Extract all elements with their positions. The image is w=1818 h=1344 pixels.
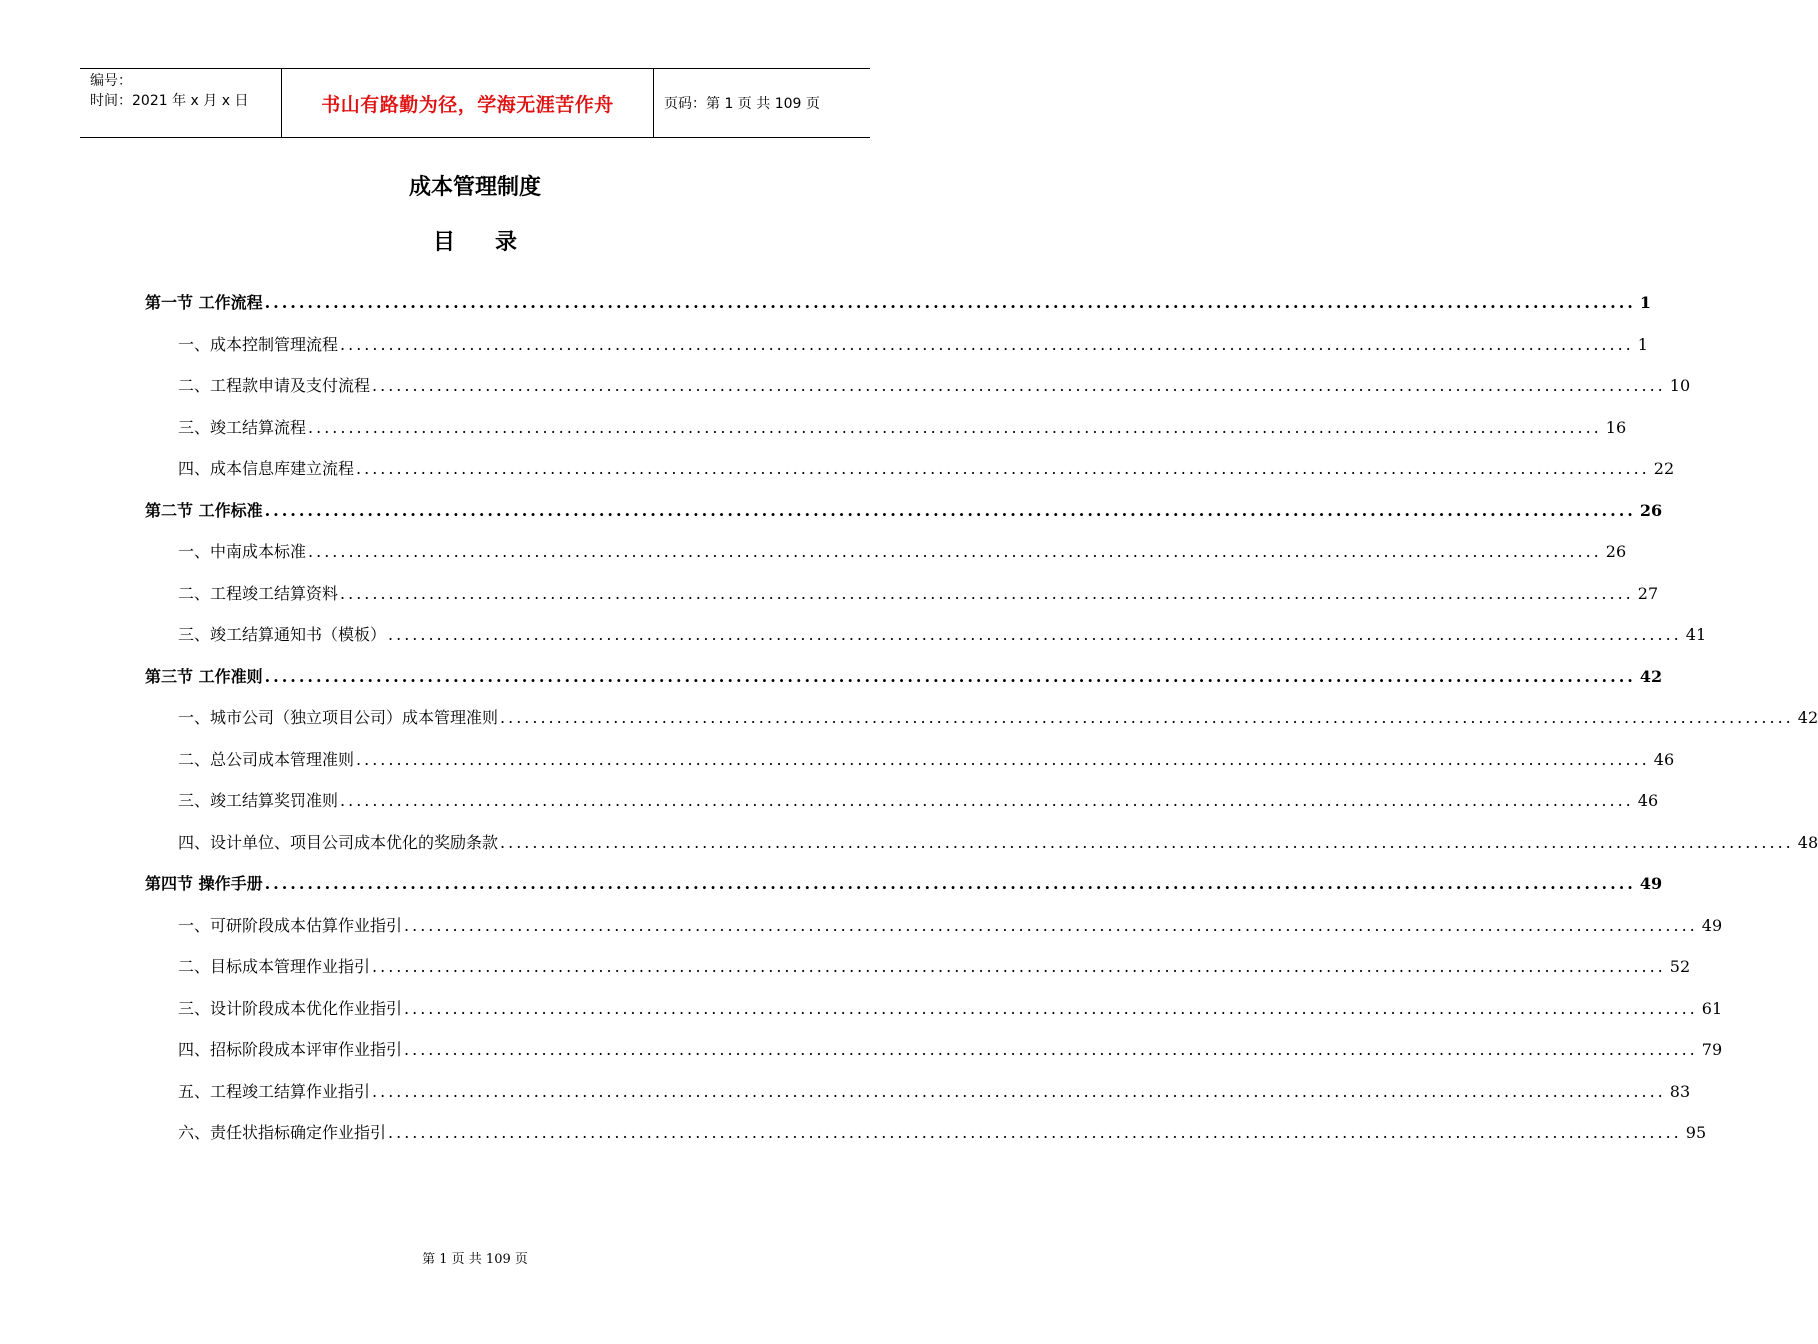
toc-title: 目录 [432,229,557,255]
toc-entry-text: 四、成本信息库建立流程 [178,459,355,478]
toc-item-entry[interactable] [145,614,1707,656]
header-meta [80,69,282,137]
toc-entry-page: 10 [1669,376,1691,395]
toc-item-entry[interactable] [145,697,1818,739]
toc-entry-text: 三、设计阶段成本优化作业指引 [178,998,403,1018]
toc-entry-text: 三、竣工结算通知书（模板） [178,625,387,644]
toc-entry-text: 一、城市公司（独立项目公司）成本管理准则 [178,708,499,727]
toc-leader-dots: ................................................................................................................................................................ [404,1040,1698,1059]
toc-entry-page: 52 [1669,957,1691,976]
toc-leader-dots: ................................................................................................................................................................ [388,1123,1682,1142]
toc-entry-page: 16 [1605,417,1627,437]
toc-entry-text: 一、中南成本标准 [178,542,307,561]
toc-entry-text: 一、可研阶段成本估算作业指引 [178,915,403,935]
toc-item-entry[interactable] [145,946,1691,988]
toc-item-entry[interactable] [145,573,1659,615]
toc-leader-dots: ................................................................................................................................................................ [404,998,1698,1018]
toc-item-entry[interactable] [145,988,1723,1030]
toc-leader-dots: ................................................................................................................................................................ [372,1081,1666,1101]
toc-section-entry[interactable] [145,490,1663,532]
toc-item-entry[interactable] [145,780,1659,822]
toc-entry-text: 第三节 工作准则 [145,666,263,686]
toc-leader-dots: ................................................................................................................................................................ [308,417,1602,437]
toc-entry-text: 第二节 工作标准 [145,500,263,520]
page-footer: 第 1 页 共 109 页 [422,1252,528,1267]
toc-leader-dots: ................................................................................................................................................................ [340,791,1634,810]
toc-section-entry[interactable] [145,863,1663,905]
toc-entry-page: 46 [1637,791,1659,810]
header-page-info: 页码：第 1 页 共 109 页 [664,96,820,112]
toc-entry-page: 42 [1639,666,1663,686]
toc-entry-text: 二、目标成本管理作业指引 [178,957,371,976]
toc-item-entry[interactable] [145,531,1627,573]
toc-item-entry[interactable] [145,1029,1723,1071]
document-title: 成本管理制度 [408,174,541,200]
toc-entry-page: 49 [1701,915,1723,935]
toc-entry-page: 22 [1653,459,1675,478]
toc-entry-page: 1 [1637,334,1648,354]
toc-entry-page: 48 [1797,832,1818,852]
toc-section-entry[interactable] [145,282,1651,324]
toc-entry-text: 二、工程竣工结算资料 [178,583,339,603]
toc-entry-text: 三、竣工结算流程 [178,417,307,437]
toc-item-entry[interactable] [145,1112,1707,1154]
toc-leader-dots: ................................................................................................................................................................ [264,666,1636,686]
toc-item-entry[interactable] [145,365,1691,407]
toc-item-entry[interactable] [145,905,1723,947]
toc-leader-dots: ................................................................................................................................................................ [500,832,1794,852]
toc-entry-text: 二、总公司成本管理准则 [178,749,355,769]
toc-entry-page: 79 [1701,1040,1723,1059]
toc-leader-dots: ................................................................................................................................................................ [264,874,1636,893]
toc-leader-dots: ................................................................................................................................................................ [340,583,1634,603]
toc-entry-text: 四、设计单位、项目公司成本优化的奖励条款 [178,832,499,852]
toc-entry-page: 26 [1605,542,1627,561]
toc-entry-text: 六、责任状指标确定作业指引 [178,1123,387,1142]
toc-section-entry[interactable] [145,656,1663,698]
number-label: 编号： [90,73,132,89]
toc-entry-text: 三、竣工结算奖罚准则 [178,791,339,810]
toc-entry-page: 95 [1685,1123,1707,1142]
toc-entry-page: 46 [1653,749,1675,769]
toc-entry-page: 27 [1637,583,1659,603]
toc-entry-page: 1 [1639,293,1651,312]
toc-entry-text: 二、工程款申请及支付流程 [178,376,371,395]
toc-leader-dots: ................................................................................................................................................................ [388,625,1682,644]
toc-item-entry[interactable] [145,448,1675,490]
toc-item-entry[interactable] [145,324,1648,366]
toc-entry-page: 26 [1639,500,1663,520]
toc-leader-dots: ................................................................................................................................................................ [356,749,1650,769]
toc-leader-dots: ................................................................................................................................................................ [340,334,1634,354]
toc-item-entry[interactable] [145,739,1675,781]
toc-entry-page: 41 [1685,625,1707,644]
page-header [80,68,870,138]
toc-entry-text: 五、工程竣工结算作业指引 [178,1081,371,1101]
toc-leader-dots: ................................................................................................................................................................ [372,957,1666,976]
toc-entry-text: 四、招标阶段成本评审作业指引 [178,1040,403,1059]
toc-entry-text: 第四节 操作手册 [145,874,263,893]
toc-leader-dots: ................................................................................................................................................................ [500,708,1794,727]
toc-entry-page: 42 [1797,708,1818,727]
toc-entry-page: 49 [1639,874,1663,893]
toc-entry-text: 第一节 工作流程 [145,293,263,312]
toc-leader-dots: ................................................................................................................................................................ [372,376,1666,395]
toc-leader-dots: ................................................................................................................................................................ [264,500,1636,520]
toc-leader-dots: ................................................................................................................................................................ [264,293,1636,312]
toc-leader-dots: ................................................................................................................................................................ [356,459,1650,478]
toc-item-entry[interactable] [145,407,1627,449]
toc-leader-dots: ................................................................................................................................................................ [308,542,1602,561]
toc-entry-page: 83 [1669,1081,1691,1101]
header-motto: 书山有路勤为径，学海无涯苦作舟 [282,69,654,137]
toc-leader-dots: ................................................................................................................................................................ [404,915,1698,935]
toc-item-entry[interactable] [145,1071,1691,1113]
table-of-contents [145,282,1818,1154]
toc-entry-page: 61 [1701,998,1723,1018]
toc-entry-text: 一、成本控制管理流程 [178,334,339,354]
time-label: 时间：2021 年 x 月 x 日 [90,93,249,109]
toc-item-entry[interactable] [145,822,1818,864]
